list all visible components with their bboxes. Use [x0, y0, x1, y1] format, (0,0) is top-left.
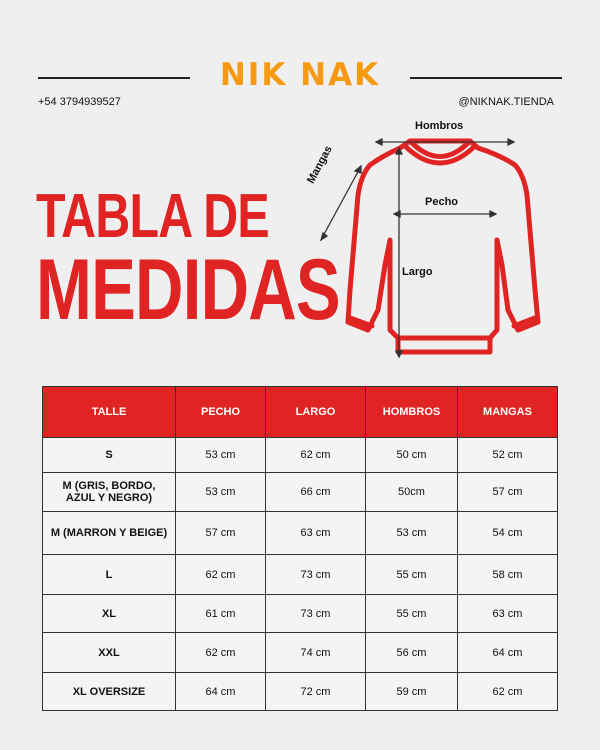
cell-hombros: 55 cm	[366, 555, 458, 595]
header-talle: TALLE	[43, 387, 176, 438]
cell-talle: XL	[43, 595, 176, 633]
cell-hombros: 55 cm	[366, 595, 458, 633]
header-mangas: MANGAS	[458, 387, 558, 438]
table-row	[43, 595, 558, 633]
cell-hombros: 50 cm	[366, 438, 458, 473]
cell-mangas: 57 cm	[458, 473, 558, 512]
cell-hombros: 59 cm	[366, 673, 458, 711]
cell-largo: 66 cm	[266, 473, 366, 512]
table-row	[43, 673, 558, 711]
header-hombros: HOMBROS	[366, 387, 458, 438]
title-line-2: MEDIDAS	[36, 242, 340, 338]
table-row	[43, 633, 558, 673]
cell-largo: 72 cm	[266, 673, 366, 711]
cell-largo: 74 cm	[266, 633, 366, 673]
cell-pecho: 61 cm	[176, 595, 266, 633]
table-row	[43, 473, 558, 512]
cell-talle: S	[43, 438, 176, 473]
cell-mangas: 63 cm	[458, 595, 558, 633]
table-row	[43, 438, 558, 473]
cell-mangas: 64 cm	[458, 633, 558, 673]
table-row	[43, 555, 558, 595]
cell-talle: XXL	[43, 633, 176, 673]
cell-pecho: 53 cm	[176, 438, 266, 473]
phone-number: +54 3794939527	[38, 96, 121, 108]
cell-largo: 62 cm	[266, 438, 366, 473]
label-pecho: Pecho	[425, 196, 459, 208]
cell-mangas: 58 cm	[458, 555, 558, 595]
table-row	[43, 512, 558, 555]
cell-largo: 73 cm	[266, 555, 366, 595]
cell-talle: L	[43, 555, 176, 595]
cell-hombros: 53 cm	[366, 512, 458, 555]
label-hombros: Hombros	[415, 120, 464, 132]
cell-talle: XL OVERSIZE	[43, 673, 176, 711]
cell-mangas: 52 cm	[458, 438, 558, 473]
title-line-1: TABLA DE	[36, 182, 269, 251]
cell-largo: 63 cm	[266, 512, 366, 555]
label-largo: Largo	[402, 266, 433, 278]
cell-largo: 73 cm	[266, 595, 366, 633]
sweater-diagram	[300, 110, 560, 360]
cell-talle: M (GRIS, BORDO, AZUL Y NEGRO)	[43, 473, 176, 512]
cell-pecho: 62 cm	[176, 633, 266, 673]
cell-pecho: 57 cm	[176, 512, 266, 555]
header-largo: LARGO	[266, 387, 366, 438]
social-handle: @NIKNAK.TIENDA	[458, 96, 554, 108]
size-table	[42, 386, 558, 711]
cell-talle: M (MARRON Y BEIGE)	[43, 512, 176, 555]
header-rule-right	[410, 77, 562, 79]
cell-pecho: 64 cm	[176, 673, 266, 711]
cell-hombros: 50cm	[366, 473, 458, 512]
brand-logo: NIK NAK	[219, 57, 381, 93]
cell-mangas: 54 cm	[458, 512, 558, 555]
header-pecho: PECHO	[176, 387, 266, 438]
cell-pecho: 62 cm	[176, 555, 266, 595]
table-header-row	[43, 387, 558, 438]
cell-mangas: 62 cm	[458, 673, 558, 711]
label-mangas: Mangas	[305, 143, 335, 186]
cell-hombros: 56 cm	[366, 633, 458, 673]
sweater-body-outline	[348, 141, 538, 352]
cell-pecho: 53 cm	[176, 473, 266, 512]
